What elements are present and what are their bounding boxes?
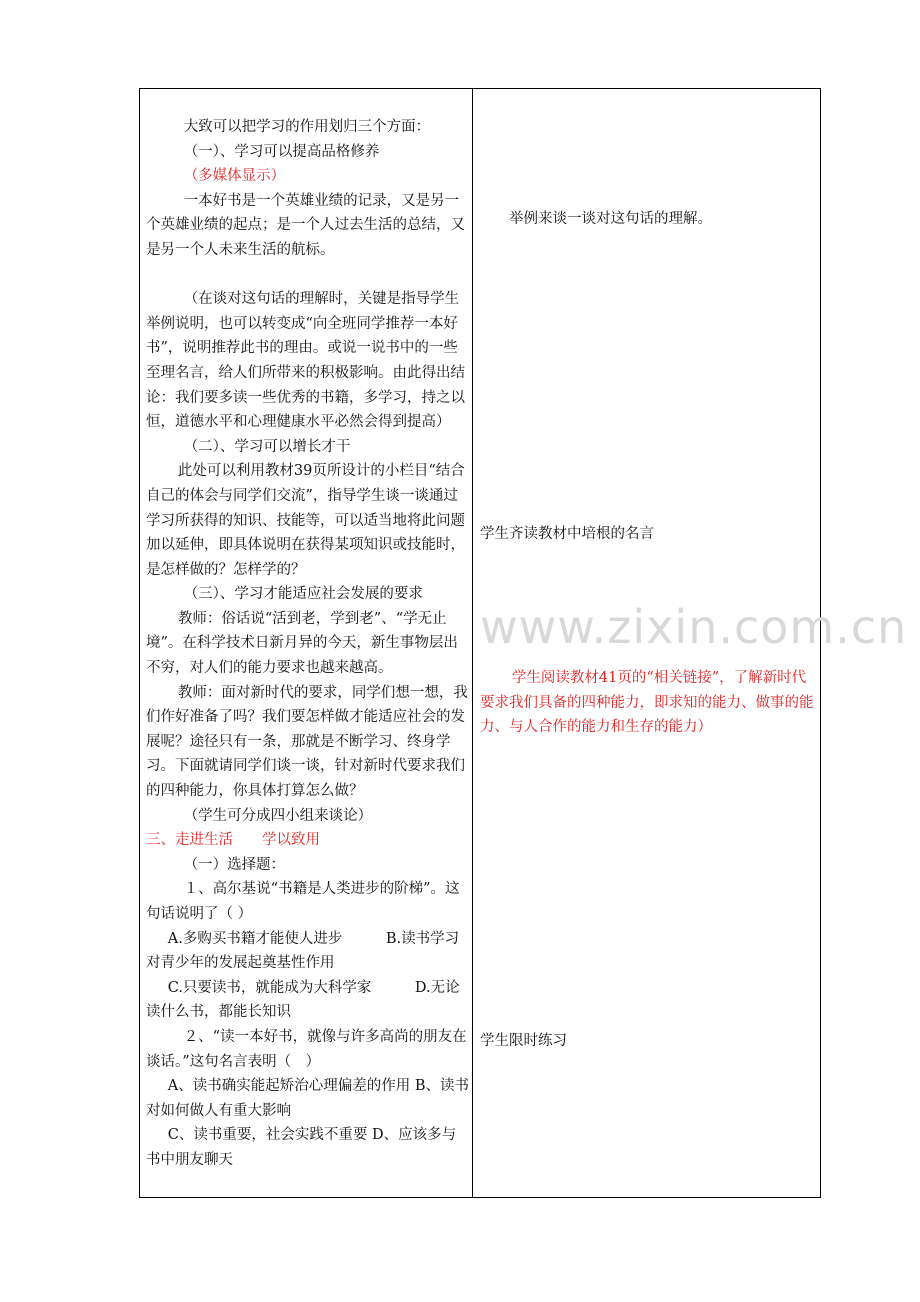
watermark: www.zixin.com.cn [480, 600, 908, 654]
activity-text: 此处可以利用教材39页所设计的小栏目“结合自己的体会与同学们交流”，指导学生谈一谈通过学习所获得的知识、技能等，可以适当地将此问题加以延伸，即具体说明在获得某项知识或技能时，是怎样做的？怎样学的？ [146, 463, 465, 578]
right-note-3 [480, 666, 814, 740]
choice-heading: （一）选择题： [183, 856, 286, 873]
right-note-4 [480, 1029, 814, 1054]
right-note-1 [480, 207, 814, 232]
right-note-2-text: 学生齐读教材中培根的名言 [480, 526, 654, 542]
quote-text: 一本好书是一个英雄业绩的记录，又是另一个英雄业绩的起点；是一个人过去生活的总结，又是另一个人未来生活的航标。 [146, 192, 465, 258]
guidance-text: （在谈对这句话的理解时，关键是指导学生举例说明，也可以转变成“向全班同学推荐一本好书”，说明推荐此书的理由。或说一说书中的一些至理名言，给人们所带来的积极影响。由此得出结论：我们要多读一些优秀的书籍，多学习，持之以恒，道德水平和心理健康水平必然会得到提高） [146, 291, 465, 431]
group-note: （学生可分成四小组来谈论） [183, 807, 373, 824]
teacher-text-1: 教师：俗话说“活到老，学到老”、“学无止境”。在科学技术日新月异的今天，新生事物层出不穷，对人们的能力要求也越来越高。 [146, 610, 458, 677]
part-three-heading: 三、走进生活 学以致用 [146, 832, 320, 849]
column-divider [472, 88, 473, 1198]
left-column [146, 115, 470, 1173]
multimedia-note: （多媒体显示） [183, 168, 286, 185]
teacher-text-2: 教师：面对新时代的要求，同学们想一想，我们作好准备了吗？我们要怎样做才能适应社会的发展呢？途径只有一条，那就是不断学习、终身学习。下面就请同学们谈一谈，针对新时代要求我们的四种能力，你具体打算怎么做？ [146, 684, 468, 800]
section-heading-2: （二）、学习可以增长才干 [183, 438, 351, 455]
right-note-3-text: 学生阅读教材41页的“相关链接”，了解新时代要求我们具备的四种能力，即求知的能力、做事的能力、与人合作的能力和生存的能力） [480, 670, 814, 736]
question-1: １、高尔基说“书籍是人类进步的阶梯”。这句话说明了（ ） [146, 881, 460, 922]
section-heading-1: （一）、学习可以提高品格修养 [183, 143, 380, 160]
intro-text: 大致可以把学习的作用划归三个方面： [183, 119, 431, 135]
right-note-2 [480, 522, 814, 547]
right-note-4-text: 学生限时练习 [480, 1033, 567, 1049]
section-heading-3: （三）、学习才能适应社会发展的要求 [183, 586, 423, 603]
right-note-1-text: 举例来谈一谈对这句话的理解。 [509, 211, 712, 227]
question-1-options-ab: A.多购买书籍才能使人进步 B.读书学习对青少年的发展起奠基性作用 [146, 930, 460, 972]
question-2-options-cd: C、读书重要，社会实践不重要 D、应该多与书中朋友聊天 [146, 1127, 457, 1168]
question-2-options-ab: A、读书确实能起矫治心理偏差的作用 B、读书对如何做人有重大影响 [146, 1078, 469, 1119]
question-2: ２、“读一本好书，就像与许多高尚的朋友在谈话。”这句名言表明（ ） [146, 1028, 467, 1070]
question-1-options-cd: C.只要读书，就能成为大科学家 D.无论读什么书，都能长知识 [146, 979, 460, 1021]
